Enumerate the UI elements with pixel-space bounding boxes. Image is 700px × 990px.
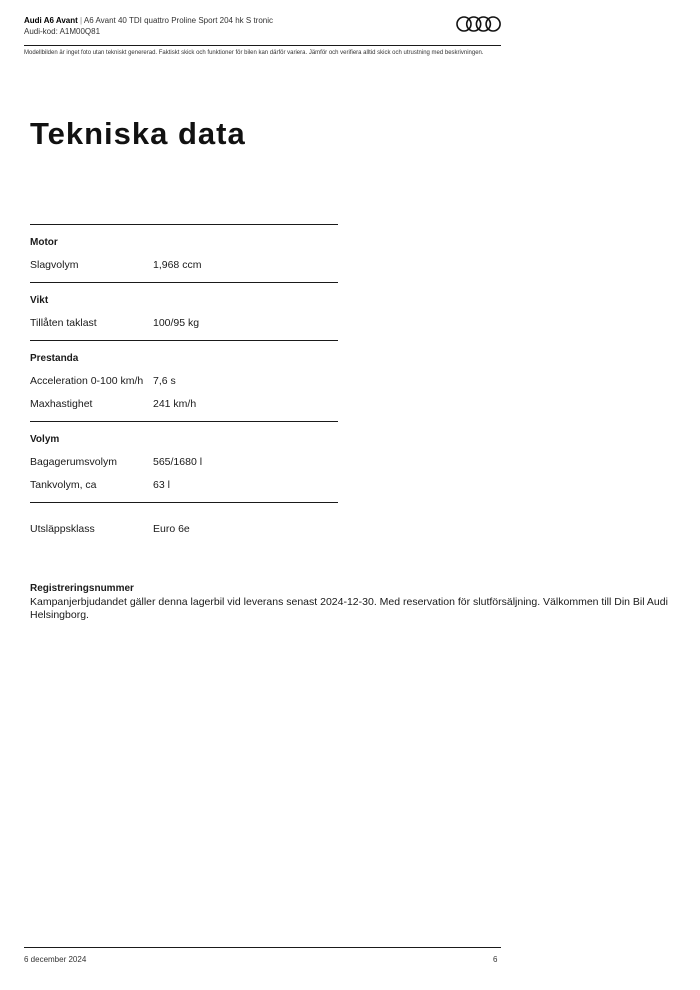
model-name: Audi A6 Avant <box>24 16 78 25</box>
spec-value: Euro 6e <box>153 523 190 535</box>
spec-row <box>30 317 338 330</box>
header-separator: | <box>80 16 83 25</box>
spec-label: Acceleration 0-100 km/h <box>30 375 144 387</box>
spec-row <box>30 456 338 469</box>
audi-rings-logo-icon <box>455 15 502 33</box>
spec-label: Tankvolym, ca <box>30 479 97 491</box>
spec-label: Utsläppsklass <box>30 523 95 535</box>
disclaimer-text: Modellbilden är inget foto utan tekniskt genererad. Faktiskt skick och funktioner för bilen kan därför variera. Jämför och verifiera alltid skick och utrustning med beskrivningen. <box>24 50 484 56</box>
spec-label: Slagvolym <box>30 259 79 271</box>
spec-value: 100/95 kg <box>153 317 200 329</box>
registration-title: Registreringsnummer <box>30 583 134 594</box>
emission-row <box>30 503 338 536</box>
header-divider <box>24 45 501 46</box>
spec-value: 565/1680 l <box>153 456 203 468</box>
spec-value: 63 l <box>153 479 170 491</box>
registration-text: Kampanjerbjudandet gäller denna lagerbil vid leverans senast 2024-12-30. Med reservation för slutförsäljning. Välkommen till Din Bil Audi Helsingborg. <box>30 595 668 621</box>
spec-label: Maxhastighet <box>30 398 93 410</box>
footer-divider <box>24 947 501 948</box>
spec-row <box>30 479 338 492</box>
registration-block <box>30 582 690 623</box>
spec-label: Tillåten taklast <box>30 317 97 329</box>
audi-code: Audi-kod: A1M00Q81 <box>24 27 101 36</box>
section-title: Vikt <box>30 295 49 306</box>
header-title <box>24 16 273 25</box>
spec-row <box>30 259 338 272</box>
section-title: Volym <box>30 434 60 445</box>
spec-section-prestanda <box>30 340 338 421</box>
spec-value: 1,968 ccm <box>153 259 202 271</box>
footer-date: 6 december 2024 <box>24 955 87 964</box>
spec-table <box>30 224 338 538</box>
section-title: Prestanda <box>30 353 79 364</box>
spec-section-motor <box>30 224 338 282</box>
page-number: 6 <box>493 955 498 964</box>
page-title: Tekniska data <box>30 116 246 151</box>
section-title: Motor <box>30 237 58 248</box>
spec-row <box>30 375 338 388</box>
spec-value: 7,6 s <box>153 375 176 387</box>
spec-section-volym <box>30 421 338 502</box>
spec-row <box>30 398 338 411</box>
spec-section-vikt <box>30 282 338 340</box>
model-variant: A6 Avant 40 TDI quattro Proline Sport 204 hk S tronic <box>83 16 274 25</box>
spec-value: 241 km/h <box>153 398 197 410</box>
spec-label: Bagagerumsvolym <box>30 456 117 468</box>
